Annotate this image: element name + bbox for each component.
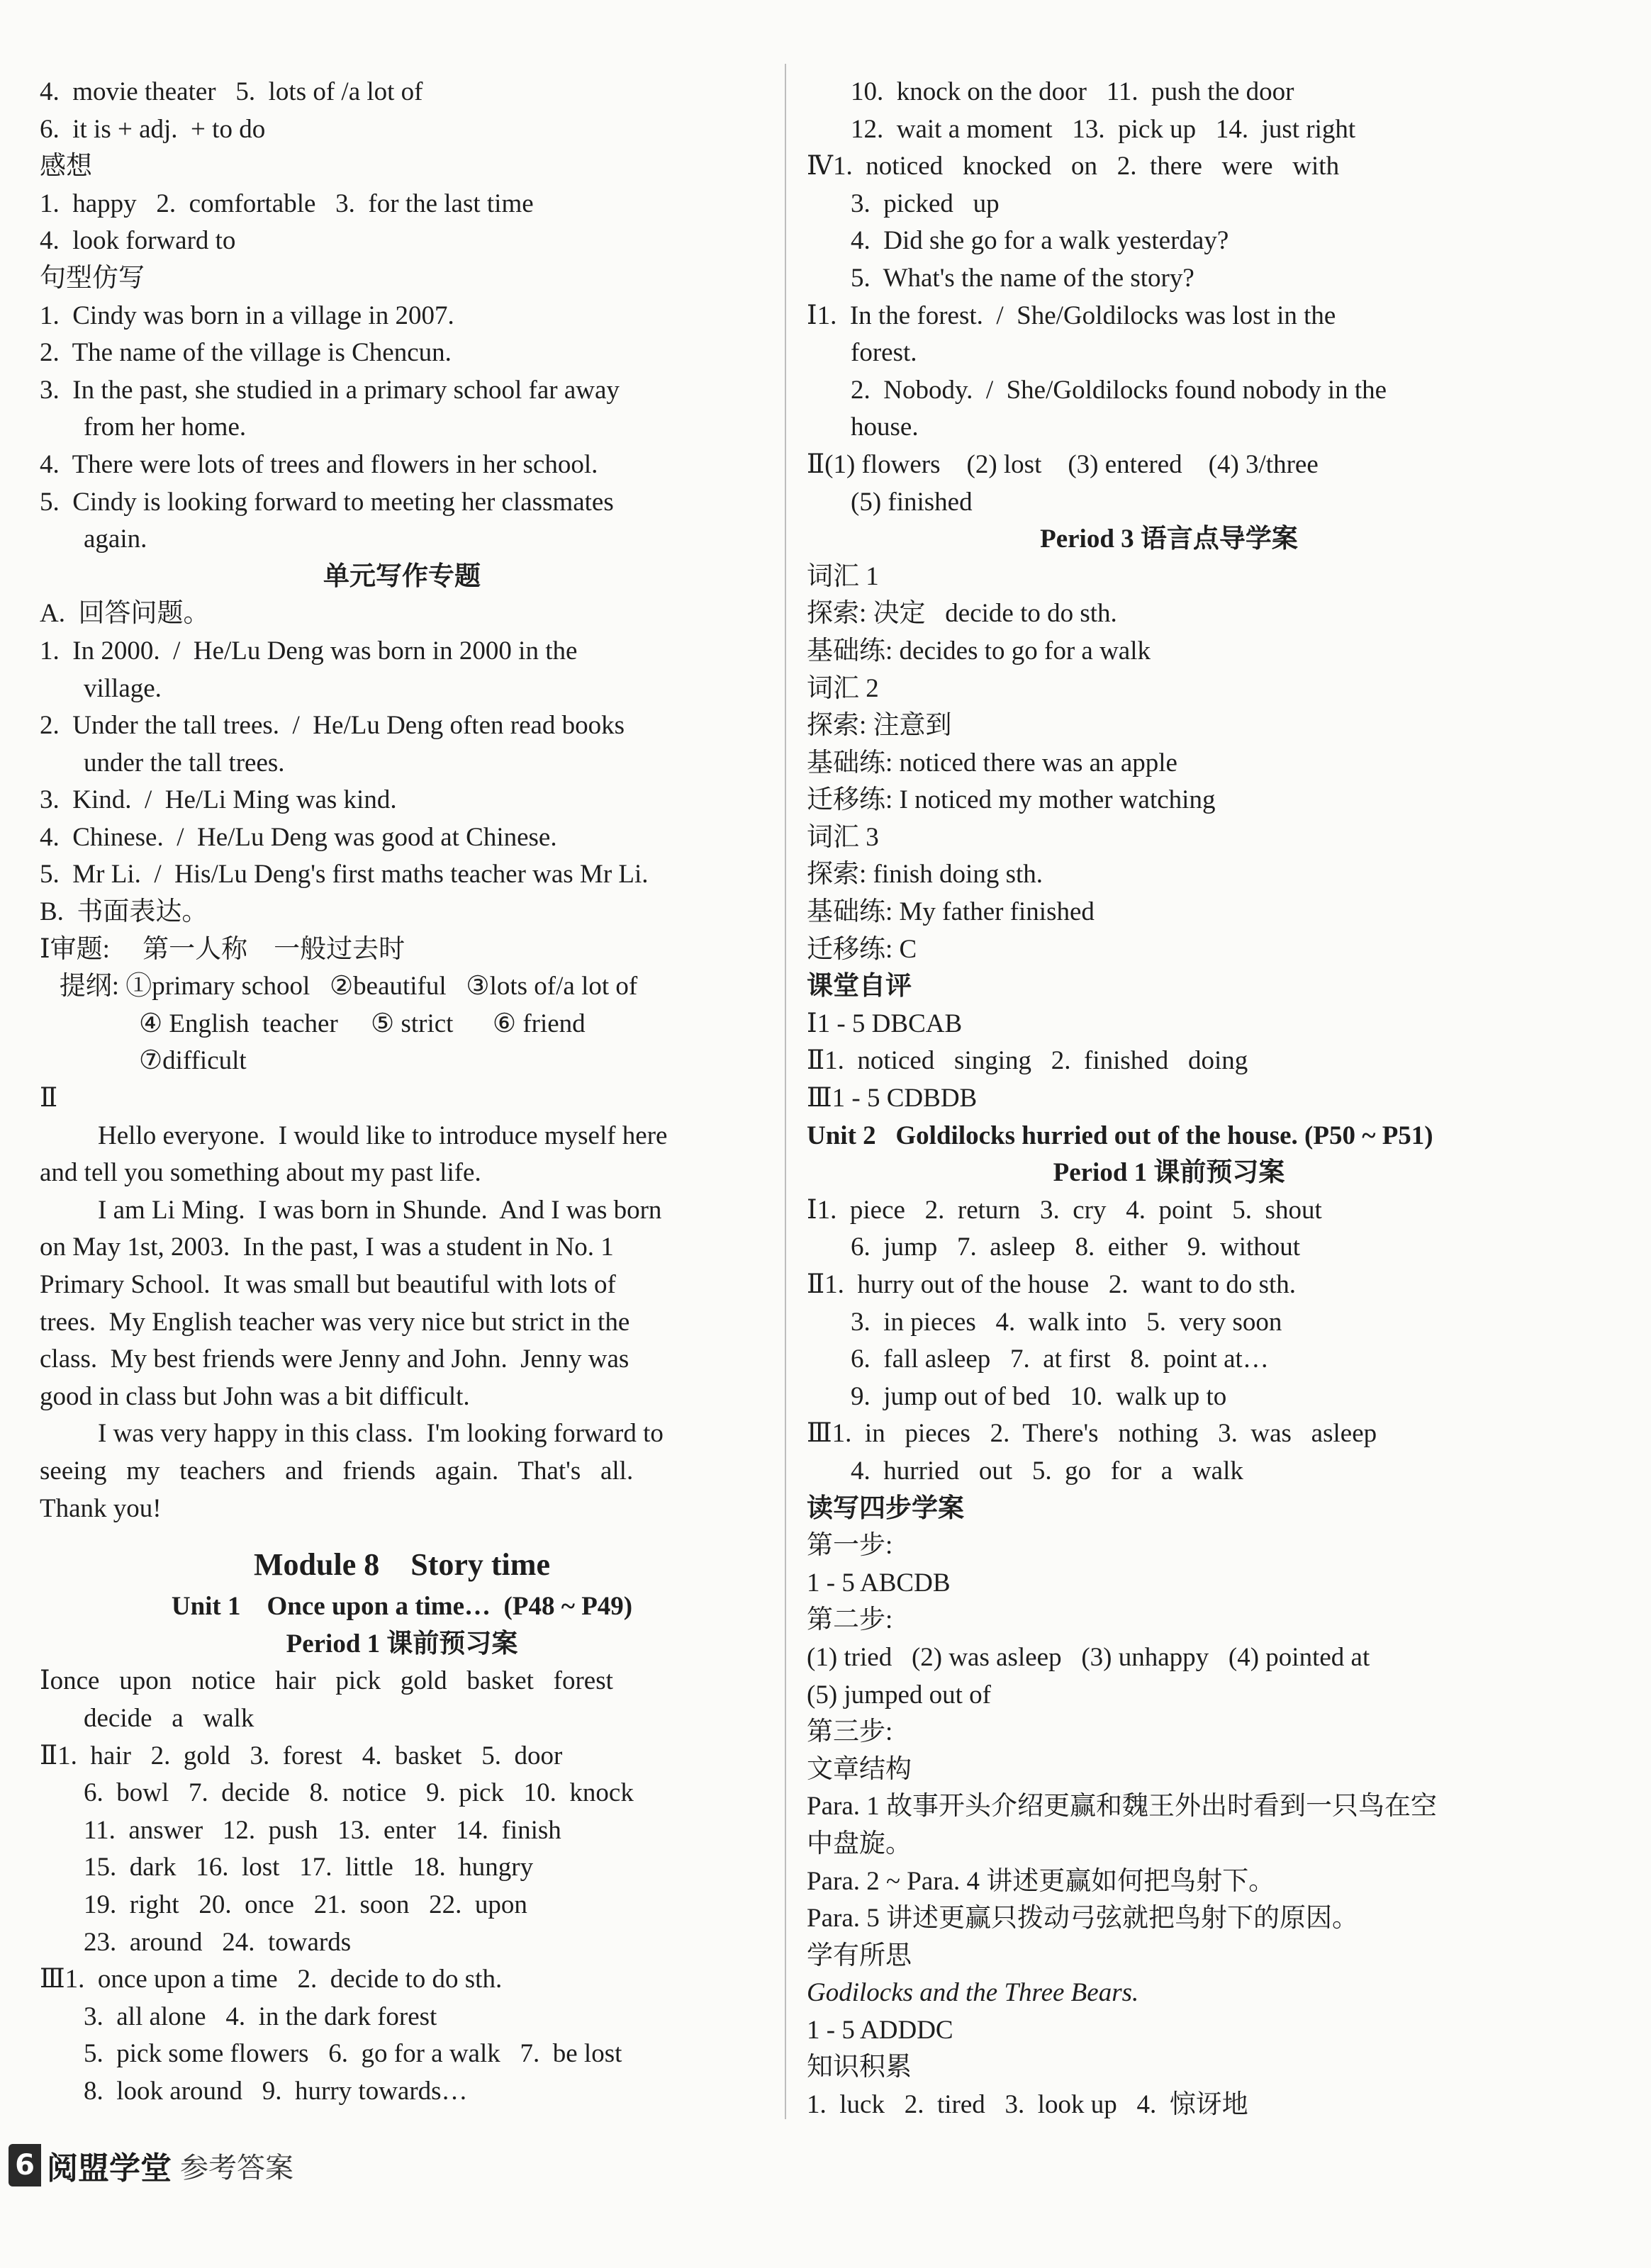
text-line: 6. jump 7. asleep 8. either 9. without xyxy=(851,1233,1301,1262)
text-line: Ⅱ1. hair 2. gold 3. forest 4. basket 5. door xyxy=(40,1741,563,1770)
text-line: 1. luck 2. tired 3. look up 4. 惊讶地 xyxy=(807,2090,1248,2120)
text-line: 感想 xyxy=(40,152,92,181)
text-line: ⑦difficult xyxy=(139,1046,247,1076)
text-line: 19. right 20. once 21. soon 22. upon xyxy=(84,1890,527,1919)
text-line: 迁移练: I noticed my mother watching xyxy=(807,785,1216,815)
text-line: 5. pick some flowers 6. go for a walk 7. be lost xyxy=(84,2039,622,2069)
text-line: 5. Cindy is looking forward to meeting her classmates xyxy=(40,487,614,517)
text-line: 文章结构 xyxy=(807,1754,912,1784)
text-line: Period 1 课前预习案 xyxy=(1053,1158,1285,1188)
text-line: 词汇 1 xyxy=(807,561,879,591)
text-line: Ⅰonce upon notice hair pick gold basket forest xyxy=(40,1666,613,1696)
text-line: 3. in pieces 4. walk into 5. very soon xyxy=(851,1307,1282,1337)
text-line: Ⅲ1. once upon a time 2. decide to do sth. xyxy=(40,1965,503,1994)
text-line: house. xyxy=(851,412,919,442)
text-line: 4. look forward to xyxy=(40,226,236,256)
text-line: (5) finished xyxy=(851,487,973,517)
text-line: Unit 1 Once upon a time… (P48 ~ P49) xyxy=(171,1592,633,1622)
text-line: I am Li Ming. I was born in Shunde. And I was born xyxy=(98,1195,662,1225)
text-line: again. xyxy=(84,524,147,554)
text-line: 3. all alone 4. in the dark forest xyxy=(84,2002,437,2031)
text-line: Ⅳ1. noticed knocked on 2. there were with xyxy=(807,152,1340,181)
text-line: 4. Did she go for a walk yesterday? xyxy=(851,226,1229,256)
text-line: Module 8 Story time xyxy=(254,1547,550,1583)
text-line: 8. look around 9. hurry towards… xyxy=(84,2076,468,2106)
text-line: 10. knock on the door 11. push the door xyxy=(851,77,1294,106)
text-line: Unit 2 Goldilocks hurried out of the house. (P50 ~ P51) xyxy=(807,1121,1433,1150)
text-line: 4. There were lots of trees and flowers in her school. xyxy=(40,449,598,479)
page-footer xyxy=(9,2140,293,2190)
text-line: class. My best friends were Jenny and John. Jenny was xyxy=(40,1344,629,1374)
text-line: 3. picked up xyxy=(851,189,1000,218)
text-line: 词汇 2 xyxy=(807,673,879,703)
text-line: 4. hurried out 5. go for a walk xyxy=(851,1456,1243,1486)
text-line: 探索: 注意到 xyxy=(807,711,952,741)
column-divider xyxy=(785,64,786,2119)
text-line: 提纲: ①primary school ②beautiful ③lots of/a lot of xyxy=(40,972,638,1001)
footer-label: 参考答案 xyxy=(180,2151,293,2184)
text-line: Ⅱ xyxy=(40,1084,58,1113)
text-line: village. xyxy=(84,673,162,703)
text-line: good in class but John was a bit difficult. xyxy=(40,1381,470,1411)
text-line: 探索: 决定 decide to do sth. xyxy=(807,599,1117,629)
text-line: forest. xyxy=(851,338,917,368)
text-line: 5. Mr Li. / His/Lu Deng's first maths teacher was Mr Li. xyxy=(40,860,649,889)
text-line: 句型仿写 xyxy=(40,263,145,293)
text-line: 1. Cindy was born in a village in 2007. xyxy=(40,301,454,330)
text-line: 5. What's the name of the story? xyxy=(851,263,1194,293)
text-line: 基础练: My father finished xyxy=(807,897,1095,927)
text-line: Para. 2 ~ Para. 4 讲述更赢如何把鸟射下。 xyxy=(807,1866,1275,1896)
text-line: 中盘旋。 xyxy=(807,1829,912,1858)
text-line: Primary School. It was small but beautiful with lots of xyxy=(40,1270,616,1299)
text-line: seeing my teachers and friends again. That's all. xyxy=(40,1456,634,1486)
text-line: Ⅱ1. noticed singing 2. finished doing xyxy=(807,1046,1248,1076)
text-line: 12. wait a moment 13. pick up 14. just right xyxy=(851,114,1356,144)
text-line: 单元写作专题 xyxy=(323,561,481,591)
text-line: under the tall trees. xyxy=(84,748,285,777)
text-line: (1) tried (2) was asleep (3) unhappy (4) pointed at xyxy=(807,1642,1370,1672)
text-line: 4. movie theater 5. lots of /a lot of xyxy=(40,77,423,106)
text-line: Thank you! xyxy=(40,1493,162,1523)
text-line: 探索: finish doing sth. xyxy=(807,860,1043,889)
text-line: Period 3 语言点导学案 xyxy=(1040,524,1298,554)
text-line: (5) jumped out of xyxy=(807,1680,991,1710)
text-line: 第一步: xyxy=(807,1531,893,1561)
left-column xyxy=(40,74,764,2110)
text-line: Para. 1 故事开头介绍更赢和魏王外出时看到一只鸟在空 xyxy=(807,1792,1437,1821)
text-line: ④ English teacher ⑤ strict ⑥ friend xyxy=(139,1009,586,1038)
text-line: B. 书面表达。 xyxy=(40,897,208,927)
text-line: 4. Chinese. / He/Lu Deng was good at Chinese. xyxy=(40,822,557,852)
text-line: 基础练: decides to go for a walk xyxy=(807,636,1151,666)
text-line: Ⅰ审题: 第一人称 一般过去时 xyxy=(40,934,405,964)
text-line: 6. fall asleep 7. at first 8. point at… xyxy=(851,1344,1269,1374)
text-line: 词汇 3 xyxy=(807,822,879,852)
text-line: Ⅲ1. in pieces 2. There's nothing 3. was asleep xyxy=(807,1419,1377,1449)
text-line: 2. Nobody. / She/Goldilocks found nobody in the xyxy=(851,375,1387,405)
brand-logo: 阅盟学堂 xyxy=(47,2150,172,2186)
text-line: 知识积累 xyxy=(807,2053,912,2082)
text-line: 基础练: noticed there was an apple xyxy=(807,748,1177,777)
text-line: Ⅰ1. piece 2. return 3. cry 4. point 5. shout xyxy=(807,1195,1322,1225)
text-line: 23. around 24. towards xyxy=(84,1927,352,1957)
text-line: 1 - 5 ADDDC xyxy=(807,2015,953,2045)
text-line: Ⅰ1. In the forest. / She/Goldilocks was lost in the xyxy=(807,301,1336,330)
text-line: 1 - 5 ABCDB xyxy=(807,1568,951,1598)
text-line: 迁移练: C xyxy=(807,934,917,964)
text-line: 2. Under the tall trees. / He/Lu Deng often read books xyxy=(40,711,625,741)
text-line: 1. In 2000. / He/Lu Deng was born in 2000 in the xyxy=(40,636,578,666)
text-line: and tell you something about my past life. xyxy=(40,1158,481,1188)
text-line: trees. My English teacher was very nice but strict in the xyxy=(40,1307,630,1337)
text-line: Godilocks and the Three Bears. xyxy=(807,1978,1139,2008)
text-line: Para. 5 讲述更赢只拨动弓弦就把鸟射下的原因。 xyxy=(807,1904,1358,1933)
text-line: 第二步: xyxy=(807,1605,893,1635)
text-line: 读写四步学案 xyxy=(807,1493,964,1523)
text-line: decide a walk xyxy=(84,1703,254,1733)
text-line: 学有所思 xyxy=(807,1941,912,1970)
text-line: A. 回答问题。 xyxy=(40,599,210,629)
text-line: Period 1 课前预习案 xyxy=(286,1629,518,1658)
text-line: 15. dark 16. lost 17. little 18. hungry xyxy=(84,1853,534,1882)
text-line: Hello everyone. I would like to introduce myself here xyxy=(98,1121,668,1150)
text-line: on May 1st, 2003. In the past, I was a student in No. 1 xyxy=(40,1233,614,1262)
text-line: Ⅱ(1) flowers (2) lost (3) entered (4) 3/three xyxy=(807,449,1319,479)
text-line: 2. The name of the village is Chencun. xyxy=(40,338,452,368)
text-line: 6. it is + adj. + to do xyxy=(40,114,266,144)
right-column xyxy=(807,74,1531,2124)
text-line: Ⅱ1. hurry out of the house 2. want to do sth. xyxy=(807,1270,1297,1299)
text-line: Ⅰ1 - 5 DBCAB xyxy=(807,1009,963,1038)
text-line: from her home. xyxy=(84,412,247,442)
text-line: I was very happy in this class. I'm looking forward to xyxy=(98,1419,664,1449)
text-line: 1. happy 2. comfortable 3. for the last time xyxy=(40,189,534,218)
text-line: Ⅲ1 - 5 CDBDB xyxy=(807,1084,978,1113)
text-line: 11. answer 12. push 13. enter 14. finish xyxy=(84,1815,561,1845)
text-line: 6. bowl 7. decide 8. notice 9. pick 10. knock xyxy=(84,1778,634,1808)
page-number: 6 xyxy=(9,2144,41,2186)
text-line: 3. In the past, she studied in a primary school far away xyxy=(40,375,620,405)
text-line: 9. jump out of bed 10. walk up to xyxy=(851,1381,1227,1411)
text-line: 3. Kind. / He/Li Ming was kind. xyxy=(40,785,397,815)
text-line: 第三步: xyxy=(807,1717,893,1747)
text-line: 课堂自评 xyxy=(807,972,912,1001)
